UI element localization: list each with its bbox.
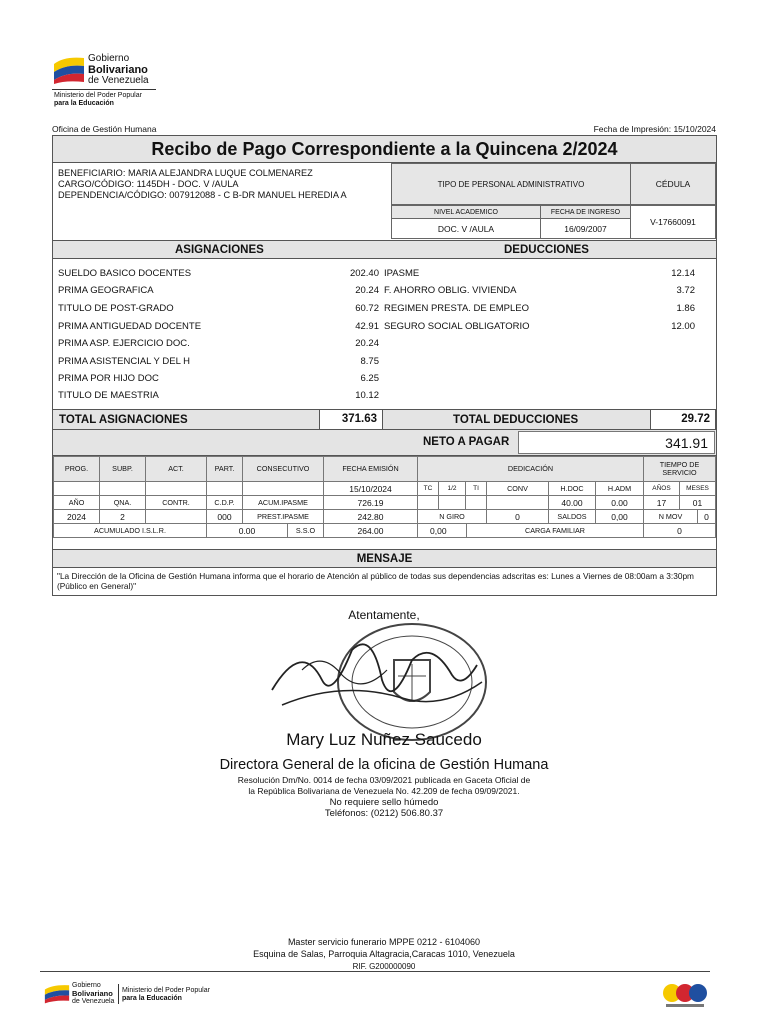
no-sello: No requiere sello húmedo (329, 797, 439, 808)
deduccion-amount: 1.86 (676, 303, 695, 314)
part-header: PART. (206, 456, 243, 482)
footer-divider (40, 971, 710, 972)
government-logo (52, 48, 202, 112)
subp-value (99, 481, 146, 496)
beneficiary-name: BENEFICIARIO: MARIA ALEJANDRA LUQUE COLMENAREZ (58, 168, 313, 178)
beneficiary-dependencia: DEPENDENCIA/CÓDIGO: 007912088 - C B-DR MANUEL HEREDIA A (58, 190, 347, 200)
fecha-ingreso-value: 16/09/2007 (540, 218, 631, 239)
footer-logo-line-2: Bolivariano (72, 989, 113, 998)
neto-value: 341.91 (518, 431, 715, 454)
asignacion-label: PRIMA GEOGRAFICA (58, 285, 154, 296)
tipo-personal-header: TIPO DE PERSONAL ADMINISTRATIVO (391, 163, 631, 205)
meses-value: 01 (679, 495, 716, 510)
deduccion-label: SEGURO SOCIAL OBLIGATORIO (384, 321, 530, 332)
receipt-title: Recibo de Pago Correspondiente a la Quincena 2/2024 (53, 136, 716, 163)
fecha-emision-header: FECHA EMISIÓN (323, 456, 418, 482)
asignacion-amount: 20.24 (355, 338, 379, 349)
footer-logo-line-3: de Venezuela (72, 998, 115, 1005)
n-giro-header: N GIRO (417, 509, 487, 524)
mensaje-header: MENSAJE (53, 549, 716, 568)
ano-header: AÑO (53, 495, 100, 510)
neto-bar (53, 430, 716, 456)
mensaje-text: "La Dirección de la Oficina de Gestión Humana informa que el horario de Atención al público de todas sus dependencias adscritas es: Lunes a Viernes de 08:00am a 3:30pm (Público en General)" (57, 571, 694, 591)
totals-bar (53, 409, 716, 430)
deduccion-label: REGIMEN PRESTA. DE EMPLEO (384, 303, 529, 314)
logo-line-1: Gobierno (88, 53, 130, 64)
carga-familiar-header: CARGA FAMILIAR (466, 523, 644, 538)
greeting: Atentamente, (348, 608, 420, 622)
resolution-line-2: la República Bolivariana de Venezuela No. 42.209 de fecha 09/09/2021. (248, 786, 520, 796)
prog-header: PROG. (53, 456, 100, 482)
ti-value (465, 495, 487, 510)
meses-header: MESES (679, 481, 716, 496)
fecha-ingreso-header: FECHA DE INGRESO (540, 205, 631, 219)
n-mov-header: N MOV (643, 509, 698, 524)
contr-value (145, 509, 207, 524)
n-mov-value: 0 (697, 509, 716, 524)
sso-value-2: 0,00 (417, 523, 467, 538)
footer-ministry-1: Ministerio del Poder Popular (122, 987, 210, 994)
subp-header: SUBP. (99, 456, 146, 482)
anos-value: 17 (643, 495, 680, 510)
deduccion-label: F. AHORRO OBLIG. VIVIENDA (384, 285, 517, 296)
print-date: Fecha de Impresión: 15/10/2024 (593, 124, 716, 134)
contr-header: CONTR. (145, 495, 207, 510)
anniversary-badge-icon (660, 980, 710, 1010)
cedula-value: V-17660091 (630, 205, 716, 239)
asignacion-label: TITULO DE POST-GRADO (58, 303, 174, 314)
asignacion-amount: 6.25 (360, 373, 379, 384)
anos-header: AÑOS (643, 481, 680, 496)
footer-line-2: Esquina de Salas, Parroquia Altagracia,Caracas 1010, Venezuela (253, 949, 515, 959)
acum-ipasme-value: 726.19 (323, 495, 418, 510)
total-asignaciones-label: TOTAL ASIGNACIONES (59, 414, 188, 426)
cdp-value: 000 (206, 509, 243, 524)
asignacion-amount: 60.72 (355, 303, 379, 314)
logo-line-3: de Venezuela (88, 75, 149, 86)
footer-logo (44, 980, 234, 1010)
prest-ipasme-value: 242.80 (323, 509, 418, 524)
asignacion-amount: 10.12 (355, 390, 379, 401)
logo-ministry-2: para la Educación (54, 100, 114, 107)
deduccion-amount: 12.00 (671, 321, 695, 332)
asignacion-amount: 8.75 (360, 356, 379, 367)
half-value (438, 495, 466, 510)
beneficiary-block (58, 168, 347, 201)
hdoc-value: 40.00 (548, 495, 596, 510)
conv-header: CONV (486, 481, 549, 496)
acum-islr-value: 0.00 (206, 523, 288, 538)
asignacion-amount: 20.24 (355, 285, 379, 296)
total-deducciones-value: 29.72 (650, 409, 716, 430)
asignaciones-header: ASIGNACIONES (175, 244, 264, 256)
act-header: ACT. (145, 456, 207, 482)
conv-value (486, 495, 549, 510)
cedula-header: CÉDULA (630, 163, 716, 205)
ti-header: TI (465, 481, 487, 496)
saldos-value: 0,00 (595, 509, 644, 524)
asignacion-label: PRIMA ANTIGUEDAD DOCENTE (58, 321, 202, 332)
signer-name: Mary Luz Nuñez Saucedo (286, 730, 482, 749)
saldos-header: SALDOS (548, 509, 596, 524)
asignacion-label: SUELDO BASICO DOCENTES (58, 268, 192, 279)
sections-header (53, 240, 716, 259)
consecutivo-value (242, 481, 324, 496)
nivel-academico-header: NIVEL ACADEMICO (391, 205, 541, 219)
flag-icon (44, 982, 70, 1004)
asignacion-label: PRIMA ASISTENCIAL Y DEL H (58, 356, 190, 367)
deduccion-amount: 3.72 (676, 285, 695, 296)
half-header: 1/2 (438, 481, 466, 496)
logo-ministry-1: Ministerio del Poder Popular (54, 92, 142, 99)
asignacion-label: TITULO DE MAESTRIA (58, 390, 159, 401)
logo-line-2: Bolivariano (88, 64, 148, 76)
deduccion-label: IPASME (384, 268, 420, 279)
asignacion-amount: 202.40 (349, 268, 379, 279)
prest-ipasme-header: PREST.IPASME (242, 509, 324, 524)
ano-value: 2024 (53, 509, 100, 524)
cdp-header: C.D.P. (206, 495, 243, 510)
n-giro-value: 0 (486, 509, 549, 524)
deduccion-amount: 12.14 (671, 268, 695, 279)
footer-logo-divider (118, 984, 119, 1004)
footer-logo-line-1: Gobierno (72, 982, 101, 989)
footer-line-3: RIF. G200000090 (352, 962, 416, 971)
tc-value (417, 495, 439, 510)
consecutivo-header: CONSECUTIVO (242, 456, 324, 482)
acum-ipasme-header: ACUM.IPASME (242, 495, 324, 510)
tc-header: TC (417, 481, 439, 496)
hadm-value: 0.00 (595, 495, 644, 510)
office-name: Oficina de Gestión Humana (52, 124, 157, 134)
asignacion-label: PRIMA POR HIJO DOC (58, 373, 159, 384)
total-deducciones-label: TOTAL DEDUCCIONES (453, 414, 579, 426)
nivel-academico-value: DOC. V /AULA (391, 218, 541, 239)
footer-ministry-2: para la Educación (122, 995, 182, 1002)
phones: Teléfonos: (0212) 506.80.37 (324, 808, 444, 819)
part-value (206, 481, 243, 496)
deducciones-header: DEDUCCIONES (504, 244, 589, 256)
hadm-header: H.ADM (595, 481, 644, 496)
dedicacion-header: DEDICACIÓN (417, 456, 644, 482)
asignacion-amount: 42.91 (355, 321, 379, 332)
receipt-frame (52, 135, 717, 596)
sso-header: S.S.O (287, 523, 324, 538)
qna-value: 2 (99, 509, 146, 524)
footer-line-1: Master servicio funerario MPPE 0212 - 6104060 (287, 937, 481, 947)
tiempo-servicio-header: TIEMPO DE SERVICIO (643, 456, 716, 482)
acum-islr-header: ACUMULADO I.S.L.R. (53, 523, 207, 538)
asignacion-label: PRIMA ASP. EJERCICIO DOC. (58, 338, 190, 349)
neto-label: NETO A PAGAR (423, 436, 510, 448)
signer-position: Directora General de la oficina de Gestión Humana (219, 757, 549, 773)
resolution-line-1: Resolución Dm/No. 0014 de fecha 03/09/2021 publicada en Gaceta Oficial de (237, 775, 531, 785)
total-asignaciones-value: 371.63 (319, 409, 383, 430)
carga-familiar-value: 0 (643, 523, 716, 538)
hdoc-header: H.DOC (548, 481, 596, 496)
prog-value (53, 481, 100, 496)
sso-value: 264.00 (323, 523, 418, 538)
act-value (145, 481, 207, 496)
beneficiary-cargo: CARGO/CÓDIGO: 1145DH - DOC. V /AULA (58, 179, 239, 189)
qna-header: QNA. (99, 495, 146, 510)
fecha-emision-value: 15/10/2024 (323, 481, 418, 496)
logo-divider (52, 89, 156, 90)
flag-icon (52, 54, 86, 84)
